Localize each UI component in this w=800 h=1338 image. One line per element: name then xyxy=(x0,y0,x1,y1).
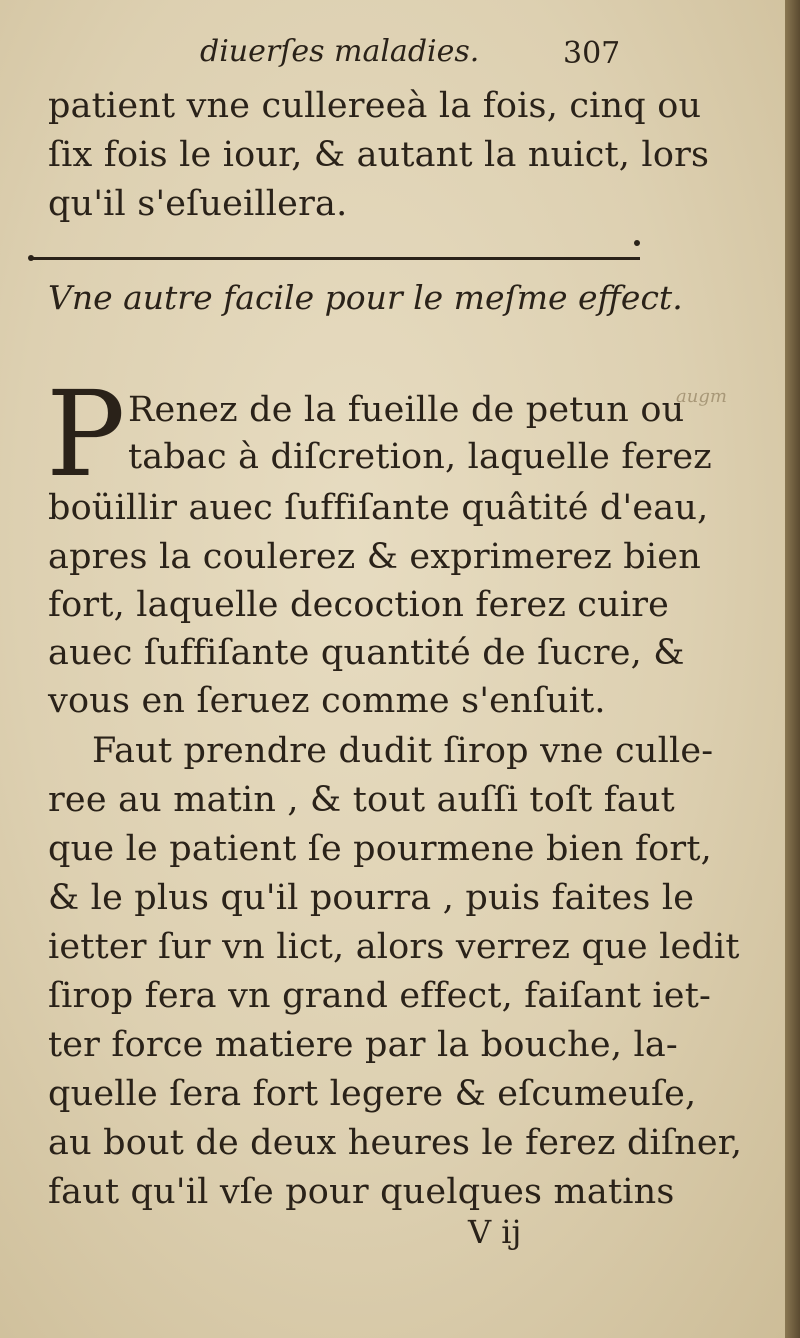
paragraph-line: tabac à diſcretion, laquelle ferez xyxy=(128,437,712,477)
paragraph-line: apres la coulerez & exprimerez bien xyxy=(48,537,701,577)
intro-line: qu'il s'eſueillera. xyxy=(48,184,348,224)
page-edge xyxy=(785,0,800,1338)
signature-mark: V ij xyxy=(468,1213,522,1251)
paragraph-line: & le plus qu'il pourra , puis faites le xyxy=(48,878,695,918)
paragraph-line: boüillir auec ſuffiſante quâtité d'eau, xyxy=(48,488,709,528)
paragraph-line: au bout de deux heures le ferez diſner, xyxy=(48,1123,743,1163)
drop-cap: P xyxy=(46,365,126,503)
running-head: diuerſes maladies. xyxy=(200,34,480,69)
paragraph-line: quelle ſera fort legere & eſcumeuſe, xyxy=(48,1074,697,1114)
paragraph-line: fort, laquelle decoction ferez cuire xyxy=(48,585,670,625)
page-number: 307 xyxy=(563,36,621,71)
paragraph-line: ietter ſur vn lict, alors verrez que ledit xyxy=(48,927,740,967)
paragraph-line: ree au matin , & tout auſſi toſt faut xyxy=(48,780,675,820)
recipe-heading: Vne autre facile pour le meſme effect. xyxy=(48,278,683,317)
paragraph-line: faut qu'il vſe pour quelques matins xyxy=(48,1172,675,1212)
margin-note: augm xyxy=(676,386,727,407)
paragraph-line: Faut prendre dudit ſirop vne culle- xyxy=(92,731,714,771)
paragraph-line: ter force matiere par la bouche, la- xyxy=(48,1025,678,1065)
intro-line: ſix fois le iour, & autant la nuict, lors xyxy=(48,135,710,175)
paragraph-line: que le patient ſe pourmene bien fort, xyxy=(48,829,712,869)
paragraph-line: vous en ſeruez comme s'enſuit. xyxy=(48,681,606,721)
section-divider xyxy=(30,257,640,260)
paragraph-line: auec ſuffiſante quantité de ſucre, & xyxy=(48,633,685,673)
divider-dot xyxy=(28,255,34,261)
divider-dot xyxy=(634,240,640,246)
paragraph-line: Renez de la fueille de petun ou xyxy=(128,390,685,430)
intro-line: patient vne cullereeà la fois, cinq ou xyxy=(48,86,702,126)
paragraph-line: ſirop fera vn grand effect, faiſant iet- xyxy=(48,976,712,1016)
